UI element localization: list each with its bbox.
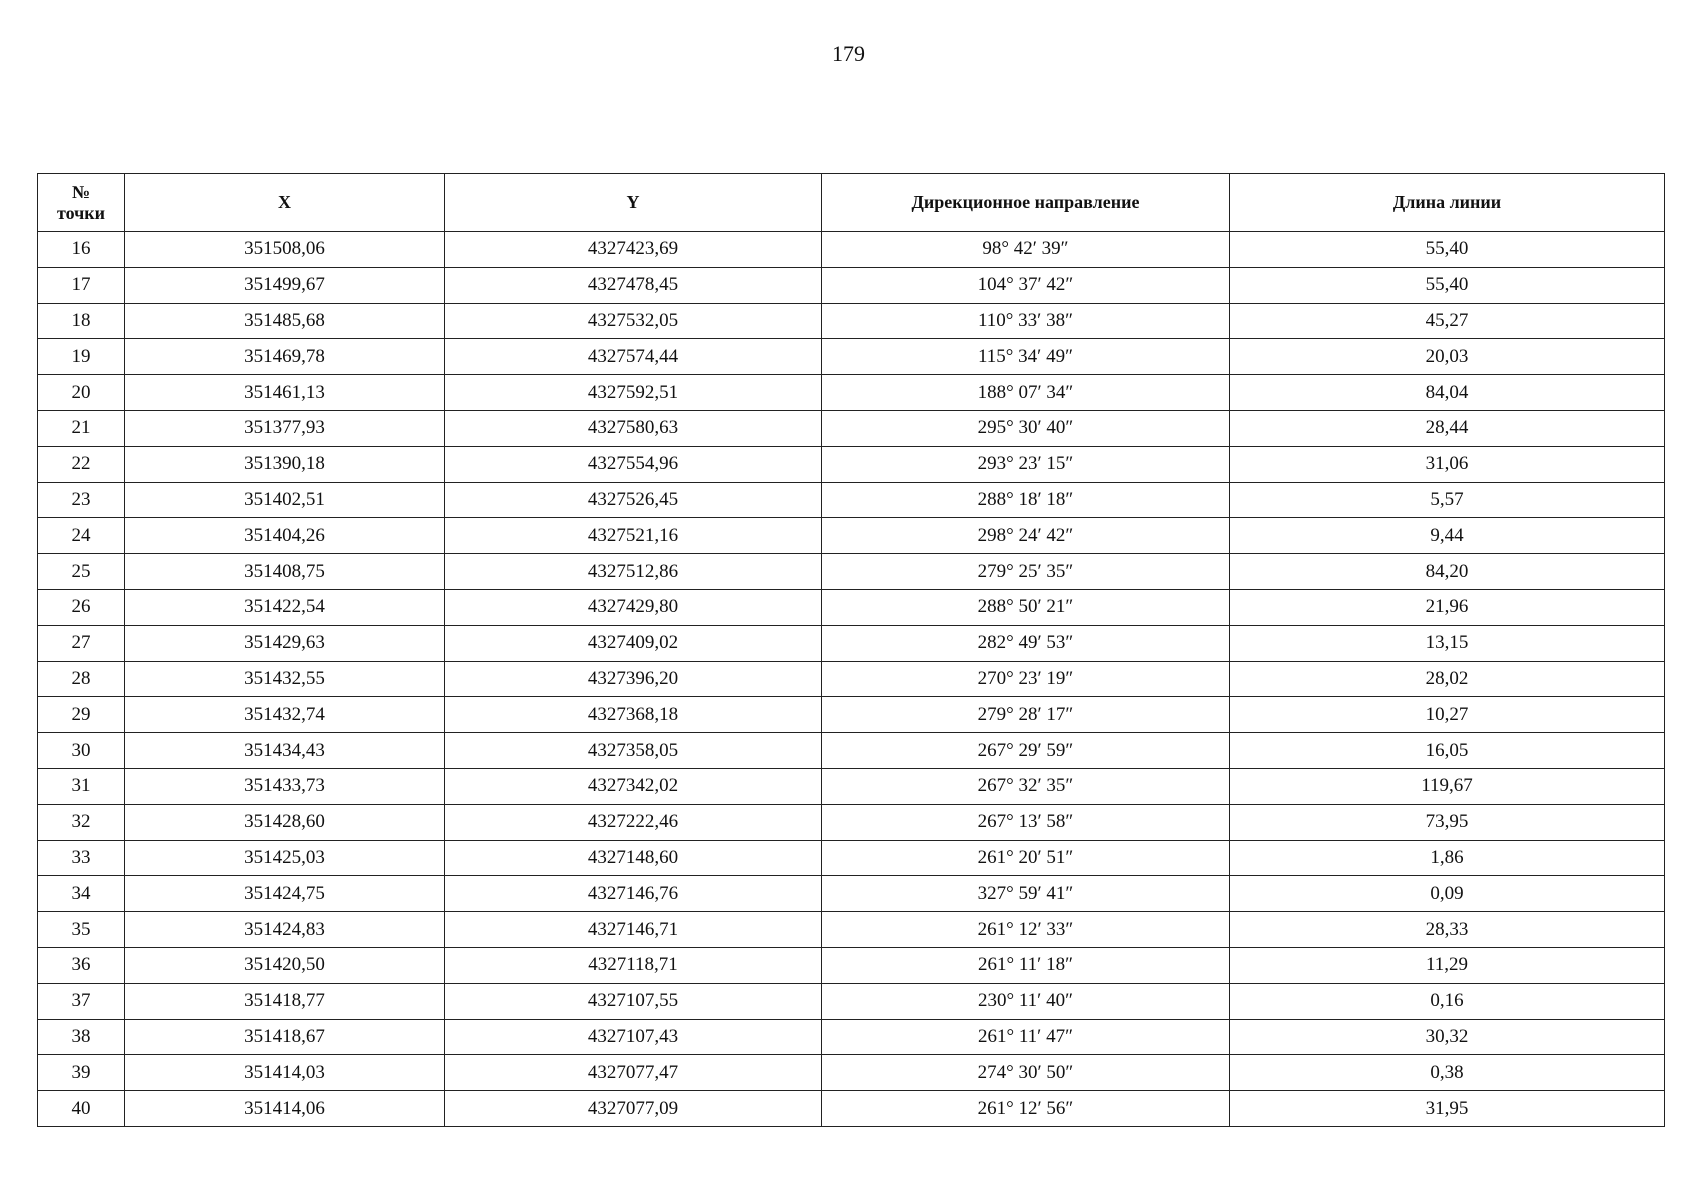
table-row — [38, 1091, 1665, 1127]
cell-length: 31,95 — [1230, 1091, 1665, 1127]
cell-y: 4327526,45 — [445, 482, 822, 518]
cell-direction: 282° 49′ 53″ — [822, 625, 1230, 661]
table-row — [38, 625, 1665, 661]
header-length: Длина линии — [1230, 174, 1665, 232]
cell-length: 1,86 — [1230, 840, 1665, 876]
cell-length: 0,16 — [1230, 983, 1665, 1019]
cell-direction: 267° 13′ 58″ — [822, 804, 1230, 840]
cell-length: 30,32 — [1230, 1019, 1665, 1055]
cell-x: 351420,50 — [125, 947, 445, 983]
cell-point-number: 23 — [38, 482, 125, 518]
cell-point-number: 40 — [38, 1091, 125, 1127]
cell-direction: 261° 12′ 33″ — [822, 912, 1230, 948]
cell-direction: 274° 30′ 50″ — [822, 1055, 1230, 1091]
cell-point-number: 24 — [38, 518, 125, 554]
cell-point-number: 32 — [38, 804, 125, 840]
header-point-number — [38, 174, 125, 232]
cell-y: 4327478,45 — [445, 267, 822, 303]
cell-x: 351418,77 — [125, 983, 445, 1019]
cell-y: 4327107,55 — [445, 983, 822, 1019]
header-x: X — [125, 174, 445, 232]
table-row — [38, 876, 1665, 912]
cell-x: 351422,54 — [125, 589, 445, 625]
table-row — [38, 1055, 1665, 1091]
cell-direction: 298° 24′ 42″ — [822, 518, 1230, 554]
cell-length: 20,03 — [1230, 339, 1665, 375]
cell-point-number: 22 — [38, 446, 125, 482]
table-row — [38, 947, 1665, 983]
cell-length: 73,95 — [1230, 804, 1665, 840]
table-row — [38, 518, 1665, 554]
table-row — [38, 912, 1665, 948]
cell-point-number: 25 — [38, 554, 125, 590]
table-row — [38, 554, 1665, 590]
cell-y: 4327592,51 — [445, 375, 822, 411]
cell-x: 351485,68 — [125, 303, 445, 339]
cell-direction: 261° 12′ 56″ — [822, 1091, 1230, 1127]
table-row — [38, 733, 1665, 769]
cell-direction: 188° 07′ 34″ — [822, 375, 1230, 411]
cell-y: 4327077,47 — [445, 1055, 822, 1091]
cell-length: 28,44 — [1230, 410, 1665, 446]
cell-direction: 104° 37′ 42″ — [822, 267, 1230, 303]
cell-y: 4327146,71 — [445, 912, 822, 948]
table-row — [38, 804, 1665, 840]
cell-point-number: 16 — [38, 232, 125, 268]
cell-direction: 261° 11′ 47″ — [822, 1019, 1230, 1055]
cell-point-number: 38 — [38, 1019, 125, 1055]
cell-length: 84,04 — [1230, 375, 1665, 411]
table-row — [38, 375, 1665, 411]
cell-length: 55,40 — [1230, 267, 1665, 303]
cell-direction: 267° 29′ 59″ — [822, 733, 1230, 769]
cell-x: 351408,75 — [125, 554, 445, 590]
cell-x: 351469,78 — [125, 339, 445, 375]
table-row — [38, 840, 1665, 876]
table-body — [38, 232, 1665, 1127]
cell-length: 21,96 — [1230, 589, 1665, 625]
cell-x: 351499,67 — [125, 267, 445, 303]
cell-direction: 267° 32′ 35″ — [822, 768, 1230, 804]
cell-y: 4327222,46 — [445, 804, 822, 840]
cell-length: 16,05 — [1230, 733, 1665, 769]
cell-y: 4327146,76 — [445, 876, 822, 912]
cell-point-number: 26 — [38, 589, 125, 625]
cell-length: 28,33 — [1230, 912, 1665, 948]
cell-length: 10,27 — [1230, 697, 1665, 733]
cell-x: 351390,18 — [125, 446, 445, 482]
cell-direction: 270° 23′ 19″ — [822, 661, 1230, 697]
cell-point-number: 29 — [38, 697, 125, 733]
cell-y: 4327396,20 — [445, 661, 822, 697]
cell-x: 351418,67 — [125, 1019, 445, 1055]
cell-length: 119,67 — [1230, 768, 1665, 804]
cell-point-number: 18 — [38, 303, 125, 339]
cell-direction: 115° 34′ 49″ — [822, 339, 1230, 375]
cell-x: 351425,03 — [125, 840, 445, 876]
cell-direction: 98° 42′ 39″ — [822, 232, 1230, 268]
cell-x: 351433,73 — [125, 768, 445, 804]
cell-y: 4327107,43 — [445, 1019, 822, 1055]
cell-y: 4327409,02 — [445, 625, 822, 661]
cell-length: 9,44 — [1230, 518, 1665, 554]
cell-x: 351424,83 — [125, 912, 445, 948]
table-row — [38, 267, 1665, 303]
cell-direction: 261° 11′ 18″ — [822, 947, 1230, 983]
cell-direction: 230° 11′ 40″ — [822, 983, 1230, 1019]
cell-y: 4327368,18 — [445, 697, 822, 733]
cell-x: 351424,75 — [125, 876, 445, 912]
cell-length: 55,40 — [1230, 232, 1665, 268]
cell-point-number: 17 — [38, 267, 125, 303]
cell-point-number: 34 — [38, 876, 125, 912]
header-direction: Дирекционное направление — [822, 174, 1230, 232]
cell-x: 351508,06 — [125, 232, 445, 268]
table-header — [38, 174, 1665, 232]
cell-point-number: 30 — [38, 733, 125, 769]
table-row — [38, 446, 1665, 482]
cell-direction: 288° 50′ 21″ — [822, 589, 1230, 625]
cell-x: 351404,26 — [125, 518, 445, 554]
cell-x: 351402,51 — [125, 482, 445, 518]
cell-length: 13,15 — [1230, 625, 1665, 661]
cell-y: 4327423,69 — [445, 232, 822, 268]
table-row — [38, 697, 1665, 733]
cell-y: 4327342,02 — [445, 768, 822, 804]
cell-x: 351432,74 — [125, 697, 445, 733]
cell-y: 4327077,09 — [445, 1091, 822, 1127]
table-row — [38, 303, 1665, 339]
cell-point-number: 19 — [38, 339, 125, 375]
header-row — [38, 174, 1665, 232]
cell-point-number: 27 — [38, 625, 125, 661]
cell-length: 5,57 — [1230, 482, 1665, 518]
cell-point-number: 37 — [38, 983, 125, 1019]
table-row — [38, 589, 1665, 625]
cell-direction: 110° 33′ 38″ — [822, 303, 1230, 339]
cell-x: 351434,43 — [125, 733, 445, 769]
cell-y: 4327532,05 — [445, 303, 822, 339]
cell-length: 0,38 — [1230, 1055, 1665, 1091]
table-row — [38, 661, 1665, 697]
cell-x: 351428,60 — [125, 804, 445, 840]
cell-x: 351429,63 — [125, 625, 445, 661]
cell-y: 4327118,71 — [445, 947, 822, 983]
table-row — [38, 482, 1665, 518]
cell-length: 0,09 — [1230, 876, 1665, 912]
cell-direction: 279° 25′ 35″ — [822, 554, 1230, 590]
cell-y: 4327574,44 — [445, 339, 822, 375]
cell-direction: 293° 23′ 15″ — [822, 446, 1230, 482]
cell-y: 4327148,60 — [445, 840, 822, 876]
page-number: 179 — [832, 41, 865, 66]
cell-point-number: 36 — [38, 947, 125, 983]
cell-length: 31,06 — [1230, 446, 1665, 482]
cell-x: 351377,93 — [125, 410, 445, 446]
cell-point-number: 35 — [38, 912, 125, 948]
cell-y: 4327580,63 — [445, 410, 822, 446]
cell-y: 4327429,80 — [445, 589, 822, 625]
cell-x: 351414,03 — [125, 1055, 445, 1091]
cell-length: 45,27 — [1230, 303, 1665, 339]
table-row — [38, 768, 1665, 804]
table-row — [38, 1019, 1665, 1055]
cell-direction: 261° 20′ 51″ — [822, 840, 1230, 876]
cell-point-number: 28 — [38, 661, 125, 697]
cell-point-number: 31 — [38, 768, 125, 804]
cell-y: 4327512,86 — [445, 554, 822, 590]
cell-length: 84,20 — [1230, 554, 1665, 590]
cell-y: 4327358,05 — [445, 733, 822, 769]
cell-point-number: 21 — [38, 410, 125, 446]
cell-point-number: 33 — [38, 840, 125, 876]
cell-direction: 279° 28′ 17″ — [822, 697, 1230, 733]
cell-x: 351432,55 — [125, 661, 445, 697]
table-row — [38, 983, 1665, 1019]
header-point-number-label: точки — [56, 202, 106, 223]
cell-length: 11,29 — [1230, 947, 1665, 983]
cell-y: 4327554,96 — [445, 446, 822, 482]
cell-y: 4327521,16 — [445, 518, 822, 554]
cell-direction: 295° 30′ 40″ — [822, 410, 1230, 446]
cell-point-number: 20 — [38, 375, 125, 411]
header-point-number-symbol: № — [71, 181, 91, 202]
header-y: Y — [445, 174, 822, 232]
table-row — [38, 410, 1665, 446]
table-row — [38, 232, 1665, 268]
cell-direction: 288° 18′ 18″ — [822, 482, 1230, 518]
cell-x: 351461,13 — [125, 375, 445, 411]
coordinates-table — [37, 173, 1665, 1127]
table-row — [38, 339, 1665, 375]
cell-point-number: 39 — [38, 1055, 125, 1091]
cell-x: 351414,06 — [125, 1091, 445, 1127]
cell-length: 28,02 — [1230, 661, 1665, 697]
cell-direction: 327° 59′ 41″ — [822, 876, 1230, 912]
